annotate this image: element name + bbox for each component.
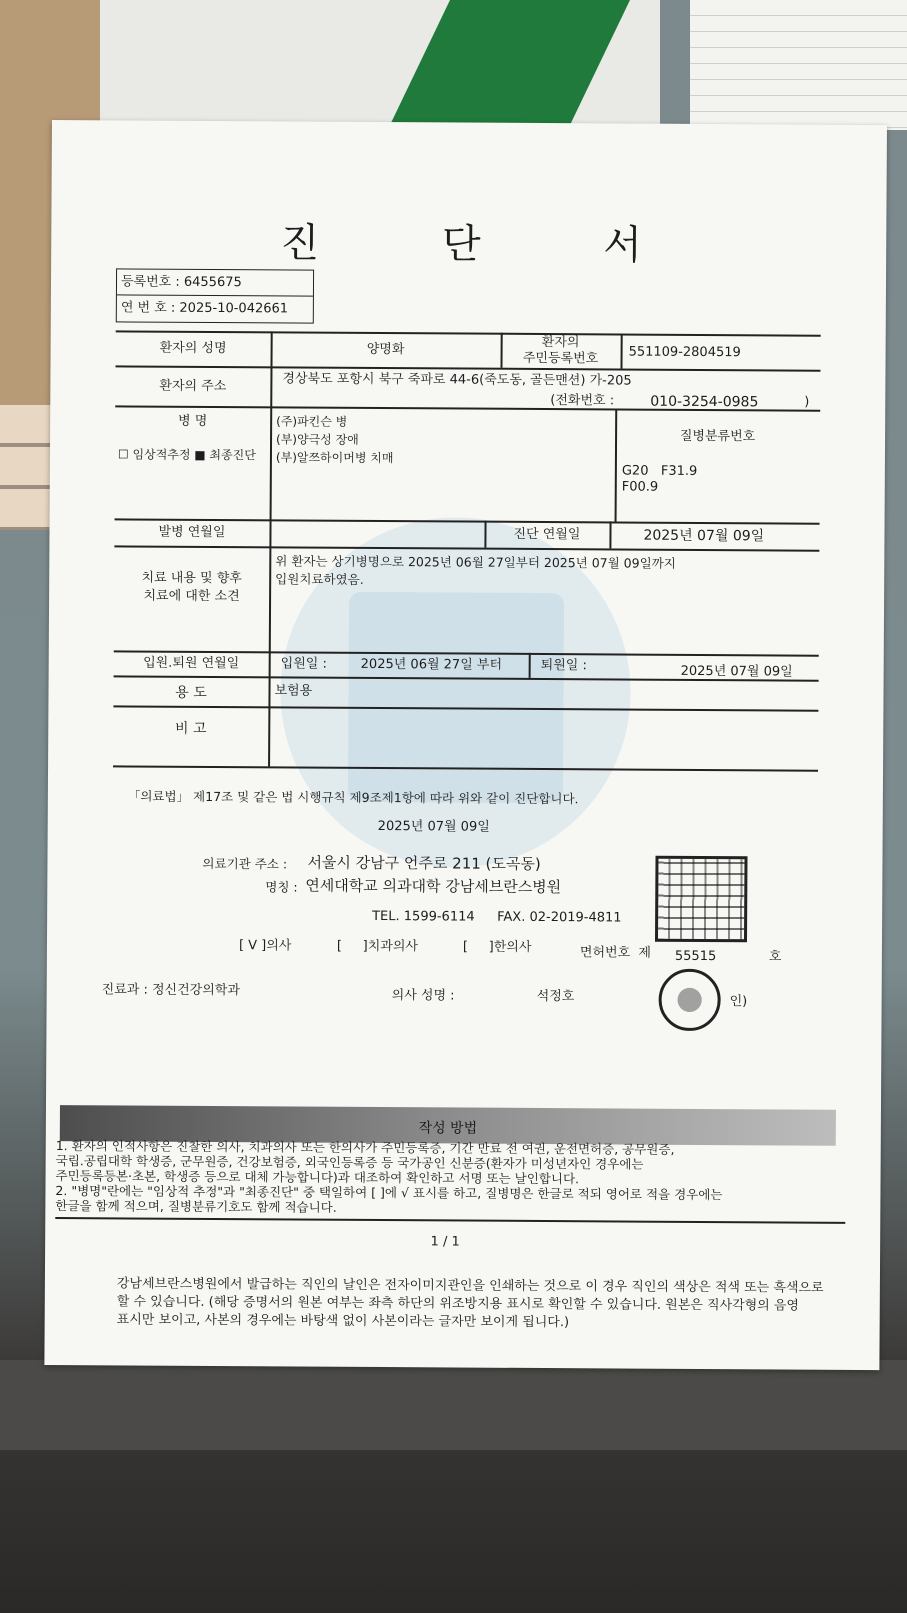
- document-title: 진 단 서: [280, 220, 698, 269]
- doctor-name: 석정호: [536, 988, 575, 1005]
- institution-name: 연세대학교 의과대학 강남세브란스병원: [305, 876, 562, 897]
- method-title: 작성 방법: [418, 1120, 478, 1137]
- patient-phone: 010-3254-0985: [650, 393, 759, 411]
- phone-close-paren: ): [804, 394, 810, 410]
- table-line: [615, 408, 617, 521]
- institution-address: 서울시 강남구 언주로 211 (도곡동): [307, 853, 541, 873]
- method-note-line: 주민등록등본·초본, 학생증 등으로 대체 가능합니다)과 대조하여 확인하고 서명 또는 날인합니다.: [55, 1168, 580, 1187]
- method-note-line: 국립.공립대학 학생증, 군무원증, 건강보험증, 외국인등록증 등 국가공인 신분증(환자가 미성년자인 경우에는: [55, 1153, 644, 1172]
- table-line: [609, 521, 611, 548]
- license-suffix: 호: [768, 949, 782, 965]
- treatment-text-line1: 위 환자는 상기병명으로 2025년 06월 27일부터 2025년 07월 09일까지: [275, 553, 676, 571]
- institution-fax: FAX. 02-2019-4811: [497, 909, 622, 926]
- disease-name-secondary-1: (부)양극성 장애: [276, 432, 359, 447]
- patient-name-label: 환자의 성명: [159, 340, 227, 357]
- diagnosis-certificate: [44, 120, 887, 1370]
- license-label: 면허번호 제: [579, 945, 652, 961]
- doctor-type-dental: [ ]치과의사: [336, 938, 419, 955]
- disease-codes-line2: F00.9: [621, 479, 659, 495]
- disease-name-secondary-2: (부)알쯔하이머병 치매: [275, 450, 394, 466]
- method-note-line: 2. "병명"란에는 "임상적 추정"과 "최종진단" 중 택일하여 [ ]에 √ 표시를 하고, 질병명은 한글로 적되 영어로 적을 경우에는: [55, 1183, 723, 1203]
- patient-address: 경상북도 포항시 북구 죽파로 44-6(죽도동, 골든맨션) 가-205: [282, 371, 632, 389]
- method-note-line: 1. 환자의 인적사항은 진찰한 의사, 치과의사 또는 한의사가 주민등록증, 기간 만료 전 여권, 운전면허증, 공무원증,: [55, 1138, 675, 1157]
- patient-rrn: 551109-2804519: [628, 344, 741, 361]
- background-spreadsheet: [690, 0, 907, 130]
- treatment-label-line2: 치료에 대한 소견: [143, 588, 240, 605]
- license-number: 55515: [674, 948, 717, 965]
- patient-rrn-label-line2: 주민등록번호: [522, 350, 599, 367]
- table-line: [529, 653, 531, 678]
- remarks-label: 비 고: [174, 720, 207, 737]
- seal-suffix: 인): [729, 994, 748, 1010]
- admission-label: 입원.퇴원 연월일: [143, 655, 240, 672]
- disease-label: 병 명: [177, 413, 208, 429]
- institution-name-label: 명칭 :: [265, 879, 298, 895]
- admission-out-date: 2025년 07월 09일: [680, 663, 793, 680]
- admission-in-date: 2025년 06월 27일 부터: [360, 656, 503, 673]
- disease-name-primary: (주)파킨슨 병: [276, 414, 348, 429]
- footer-note: [117, 1275, 877, 1334]
- onset-date-label: 발병 연월일: [158, 524, 226, 541]
- usage-value: 보험용: [274, 683, 313, 699]
- diagnosis-date-label: 진단 연월일: [513, 526, 581, 543]
- hospital-official-stamp: [655, 856, 748, 943]
- patient-rrn-label-line1: 환자의: [541, 334, 580, 351]
- serial-number: 연 번 호 : 2025-10-042661: [117, 294, 313, 321]
- table-line: [115, 365, 820, 371]
- issue-date: 2025년 07월 09일: [377, 819, 490, 835]
- disease-code-label: 질병분류번호: [679, 428, 756, 445]
- method-note-line: 한글을 함께 적으며, 질병분류기호도 함께 적습니다.: [55, 1198, 337, 1215]
- doctor-type-md: [ V ]의사: [238, 938, 292, 954]
- footer-note-line: 강남세브란스병원에서 발급하는 직인의 날인은 전자이미지관인을 인쇄하는 것으로 이 경우 직인의 색상은 적색 또는 흑색으로: [116, 1276, 824, 1296]
- treatment-text-line2: 입원치료하였음.: [275, 571, 364, 587]
- doctor-seal: [658, 969, 720, 1031]
- document-tray: [0, 1360, 907, 1450]
- institution-address-label: 의료기관 주소 :: [202, 855, 288, 872]
- doctor-type-oriental: [ ]한의사: [462, 939, 532, 955]
- disease-codes-line1: G20 F31.9: [621, 463, 698, 479]
- method-notes: [55, 1138, 845, 1218]
- footer-note-line: 표시만 보이고, 사본의 경우에는 바탕색 없이 사본이라는 글자만 보이게 됩니다.): [116, 1312, 570, 1331]
- admission-in-label: 입원일 :: [280, 656, 327, 672]
- page-number: 1 / 1: [430, 1234, 460, 1250]
- diagnosis-date: 2025년 07월 09일: [643, 527, 765, 545]
- department: 진료과 : 정신건강의학과: [101, 982, 240, 999]
- keyboard-edge: [0, 405, 55, 530]
- phone-label: (전화번호 :: [550, 393, 615, 409]
- admission-out-label: 퇴원일 :: [540, 657, 587, 674]
- patient-address-label: 환자의 주소: [159, 378, 227, 395]
- doctor-sign-label: 의사 성명 :: [391, 988, 455, 1004]
- institution-tel: TEL. 1599-6114: [372, 908, 475, 925]
- patient-name: 양명화: [366, 341, 405, 358]
- method-bottom-line: [55, 1217, 845, 1223]
- hospital-watermark-shield: [348, 592, 564, 803]
- table-line: [268, 331, 272, 766]
- table-line: [620, 333, 622, 368]
- registration-box: [116, 268, 314, 323]
- footer-note-line: 할 수 있습니다. (해당 증명서의 원본 여부는 좌측 하단의 위조방지용 표시로 확인할 수 있습니다. 원본은 직사각형의 음영: [116, 1294, 800, 1314]
- diagnosis-type: ☐ 임상적추정 ■ 최종진단: [117, 447, 256, 463]
- registration-number: 등록번호 : 6455675: [120, 274, 242, 291]
- legal-text: 「의료법」 제17조 및 같은 법 시행규칙 제9조제1항에 따라 위와 같이 진단합니다.: [127, 788, 579, 807]
- usage-label: 용 도: [175, 684, 207, 701]
- table-line: [116, 330, 821, 336]
- treatment-label-line1: 치료 내용 및 향후: [141, 570, 242, 587]
